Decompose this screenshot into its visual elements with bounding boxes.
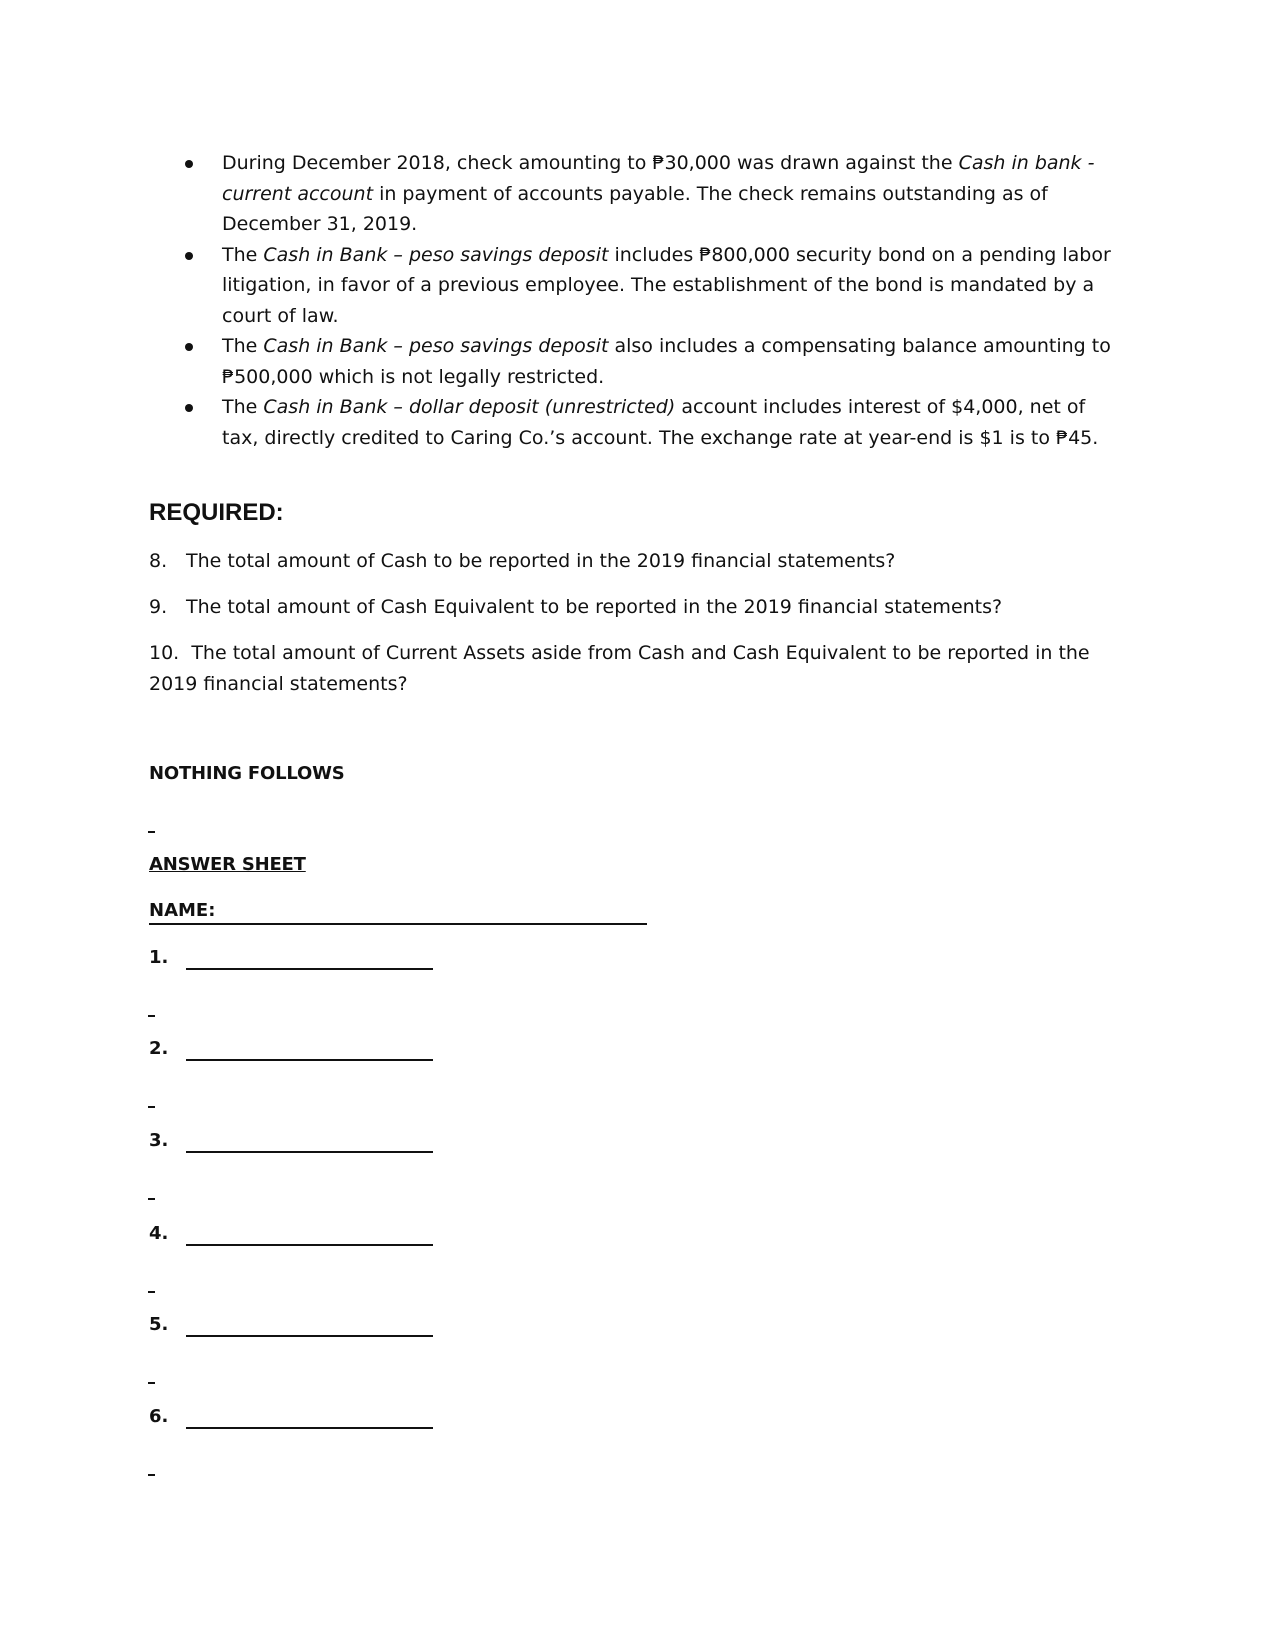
- dash-mark: [148, 1106, 155, 1108]
- bullet-account-name: Cash in Bank – dollar deposit (unrestricted): [263, 396, 676, 418]
- answer-row-6: [149, 1405, 433, 1429]
- answer-blank[interactable]: [186, 1407, 433, 1429]
- bullet-text: account includes interest of $4,000, net of tax, directly credited to Caring Co.’s account. The exchange rate at year-end is $1 is to ₱45.: [222, 396, 1099, 449]
- dash-mark: [148, 1382, 155, 1384]
- bullet-account-name: Cash in Bank – peso savings deposit: [263, 243, 609, 266]
- answer-blank[interactable]: [186, 1315, 433, 1337]
- answer-number: 6.: [149, 1406, 169, 1427]
- dash-mark: [148, 1474, 155, 1476]
- dash-mark: [148, 1015, 155, 1017]
- bullet-text: includes ₱800,000 security bond on a pending labor litigation, in favor of a previous employee. The establishment of the bond is mandated by a court of law.: [222, 243, 1111, 327]
- question-8: [149, 546, 1109, 577]
- bullet-account-name: Cash in Bank – peso savings deposit: [263, 335, 609, 357]
- bullet-text: The: [222, 335, 264, 357]
- bullet-text: The: [222, 243, 264, 266]
- bullet-text: in payment of accounts payable. The check remains outstanding as of December 31, 2019.: [222, 182, 1048, 235]
- question-number: 8.: [149, 550, 168, 572]
- question-10: [149, 638, 1109, 699]
- answer-number: 5.: [149, 1314, 169, 1335]
- question-number: 9.: [149, 596, 168, 618]
- answer-row-4: [149, 1222, 433, 1246]
- bullet-item-outstanding-check: [182, 148, 1117, 240]
- bullet-item-compensating-balance: [182, 331, 1117, 392]
- bullet-dot-icon: [185, 160, 193, 168]
- bullet-dot-icon: [185, 404, 193, 412]
- answer-number: 3.: [149, 1130, 169, 1151]
- question-text: The total amount of Cash to be reported in the 2019 financial statements?: [186, 550, 896, 572]
- question-text: The total amount of Current Assets aside from Cash and Cash Equivalent to be reported in the 2019 financial statements?: [149, 642, 1090, 695]
- answer-blank[interactable]: [186, 1131, 433, 1153]
- bullet-text: The: [222, 396, 264, 418]
- answer-blank[interactable]: [186, 1039, 433, 1061]
- answer-row-1: [149, 946, 433, 970]
- dash-mark: [148, 1291, 155, 1293]
- dash-mark: [148, 831, 155, 833]
- answer-number: 4.: [149, 1223, 169, 1244]
- answer-row-2: [149, 1037, 433, 1061]
- name-label: NAME:: [149, 900, 216, 921]
- facts-bullet-list: [182, 148, 1117, 453]
- answer-number: 1.: [149, 947, 169, 968]
- bullet-item-dollar-deposit: [182, 392, 1117, 453]
- answer-row-5: [149, 1313, 433, 1337]
- nothing-follows-label: NOTHING FOLLOWS: [149, 763, 345, 784]
- bullet-dot-icon: [185, 252, 193, 260]
- answer-sheet-title: ANSWER SHEET: [149, 854, 306, 875]
- question-number: 10.: [149, 642, 180, 664]
- answer-number: 2.: [149, 1038, 169, 1059]
- bullet-text: During December 2018, check amounting to ₱30,000 was drawn against the: [222, 152, 959, 174]
- name-field[interactable]: [149, 899, 647, 925]
- question-9: [149, 592, 1109, 623]
- bullet-text: also includes a compensating balance amounting to ₱500,000 which is not legally restricted.: [222, 335, 1111, 388]
- answer-row-3: [149, 1129, 433, 1153]
- dash-mark: [148, 1198, 155, 1200]
- question-text: The total amount of Cash Equivalent to be reported in the 2019 financial statements?: [186, 596, 1003, 618]
- answer-blank[interactable]: [186, 1224, 433, 1246]
- required-heading: REQUIRED:: [149, 499, 284, 526]
- answer-blank[interactable]: [186, 948, 433, 970]
- bullet-item-security-bond: [182, 240, 1117, 332]
- bullet-account-name: Cash in bank - current account: [222, 152, 1095, 205]
- bullet-dot-icon: [185, 343, 193, 351]
